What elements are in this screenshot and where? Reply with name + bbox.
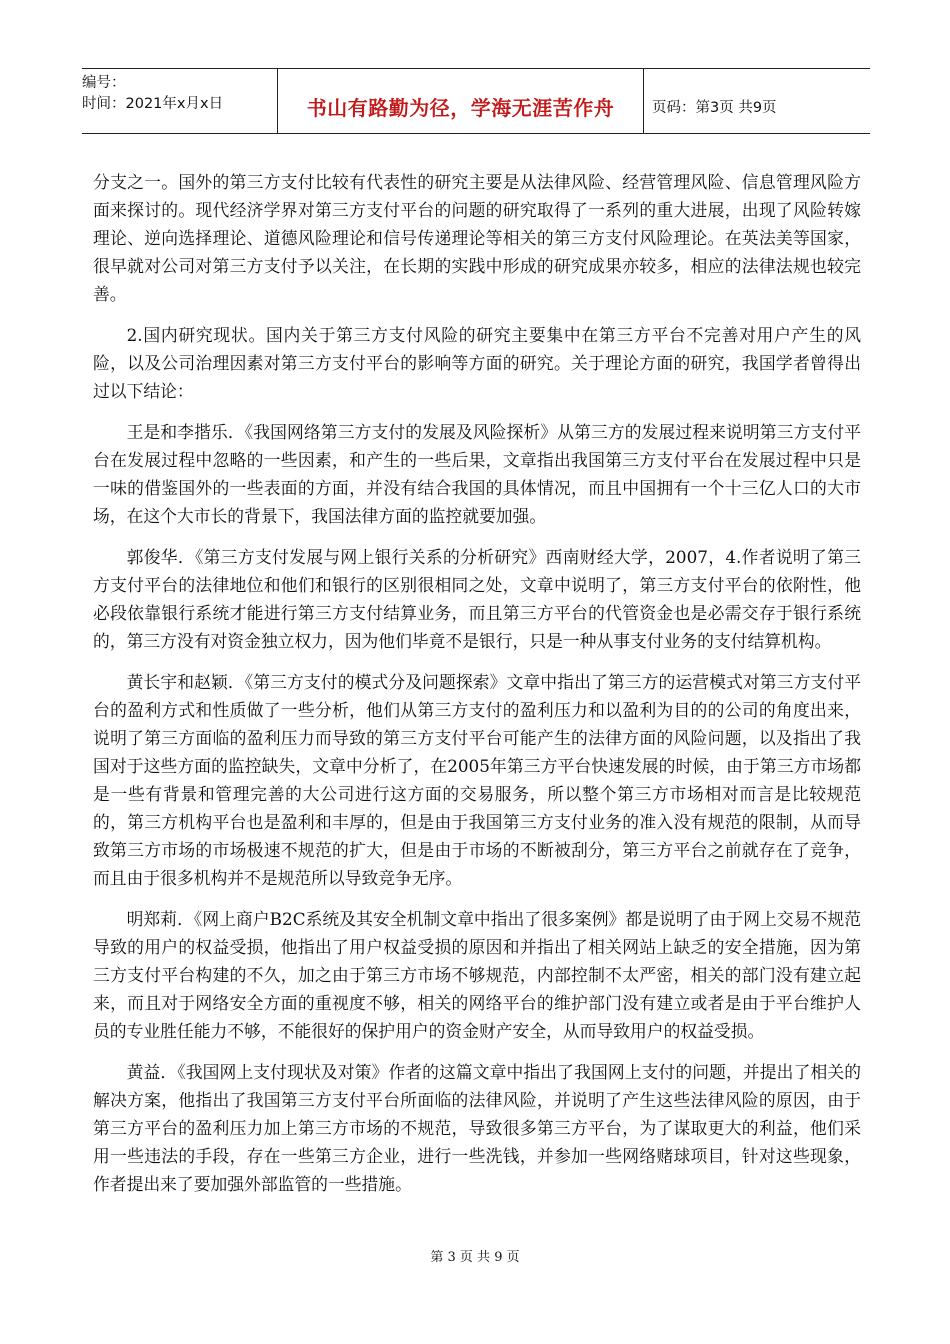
header-motto: 书山有路勤为径，学海无涯苦作舟 <box>277 69 644 133</box>
paragraph-4: 郭俊华．《第三方支付发展与网上银行关系的分析研究》西南财经大学，2007，4.作者说明了第三方支付平台的法律地位和他们和银行的区别很相同之处，文章中说明了，第三方支付平台的依附性，他必段依靠银行系统才能进行第三方支付结算业务，而且第三方平台的代管资金也是必需交存于银行系统的，第三方没有对资金独立权力，因为他们毕竟不是银行，只是一种从事支付业务的支付结算机构。 <box>93 547 861 651</box>
page-footer: 第 3 页 共 9 页 <box>430 1250 520 1265</box>
document-body <box>93 168 861 1211</box>
header-page-info: 页码：第3页 共9页 <box>652 99 777 116</box>
header-meta <box>82 69 277 133</box>
paragraph-7: 黄益．《我国网上支付现状及对策》作者的这篇文章中指出了我国网上支付的问题，并提出了相关的解决方案，他指出了我国第三方支付平台所面临的法律风险，并说明了产生这些法律风险的原因，由于第三方平台的盈利压力加上第三方市场的不规范，导致很多第三方平台，为了谋取更大的利益，他们采用一些违法的手段，存在一些第三方企业，进行一些洗钱，并参加一些网络赌球项目，针对这些现象，作者提出来了要加强外部监管的一些措施。 <box>93 1062 861 1194</box>
page-header <box>82 68 870 134</box>
document-time-label: 时间：2021年x月x日 <box>82 96 224 112</box>
paragraph-1: 分支之一。国外的第三方支付比较有代表性的研究主要是从法律风险、经营管理风险、信息管理风险方面来探讨的。现代经济学界对第三方支付平台的问题的研究取得了一系列的重大进展，出现了风险转嫁理论、逆向选择理论、道德风险理论和信号传递理论等相关的第三方支付风险理论。在英法美等国家，很早就对公司对第三方支付予以关注，在长期的实践中形成的研究成果亦较多，相应的法律法规也较完善。 <box>93 172 861 304</box>
paragraph-3: 王是和李揩乐．《我国网络第三方支付的发展及风险探析》从第三方的发展过程来说明第三方支付平台在发展过程中忽略的一些因素，和产生的一些后果，文章指出我国第三方支付平台在发展过程中只是一味的借鉴国外的一些表面的方面，并没有结合我国的具体情况，而且中国拥有一个十三亿人口的大市场，在这个大市长的背景下，我国法律方面的监控就要加强。 <box>93 422 861 526</box>
document-number-label: 编号： <box>82 75 126 91</box>
paragraph-2: 2.国内研究现状。国内关于第三方支付风险的研究主要集中在第三方平台不完善对用户产生的风险，以及公司治理因素对第三方支付平台的影响等方面的研究。关于理论方面的研究，我国学者曾得出过以下结论： <box>93 325 861 401</box>
paragraph-6: 明郑莉．《网上商户B2C系统及其安全机制文章中指出了很多案例》都是说明了由于网上交易不规范导致的用户的权益受损，他指出了用户权益受损的原因和并指出了相关网站上缺乏的安全措施，因为第三方支付平台构建的不久，加之由于第三方市场不够规范，内部控制不太严密，相关的部门没有建立起来，而且对于网络安全方面的重视度不够，相关的网络平台的维护部门没有建立或者是由于平台维护人员的专业胜任能力不够，不能很好的保护用户的资金财产安全，从而导致用户的权益受损。 <box>93 909 861 1041</box>
paragraph-5: 黄长宇和赵颖．《第三方支付的模式分及问题探索》文章中指出了第三方的运营模式对第三方支付平台的盈利方式和性质做了一些分析，他们从第三方支付的盈利压力和以盈利为目的的公司的角度出来，说明了第三方面临的盈利压力而导致的第三方支付平台可能产生的法律方面的风险问题，以及指出了我国对于这些方面的监控缺失，文章中分析了，在2005年第三方平台快速发展的时候，由于第三方市场都是一些有背景和管理完善的大公司进行这方面的交易服务，所以整个第三方市场相对而言是比较规范的，第三方机构平台也是盈利和丰厚的，但是由于我国第三方支付业务的准入没有规范的限制，从而导致第三方市场的市场极速不规范的扩大，但是由于市场的不断被刮分，第三方平台之前就存在了竞争，而且由于很多机构并不是规范所以导致竞争无序。 <box>93 672 861 888</box>
